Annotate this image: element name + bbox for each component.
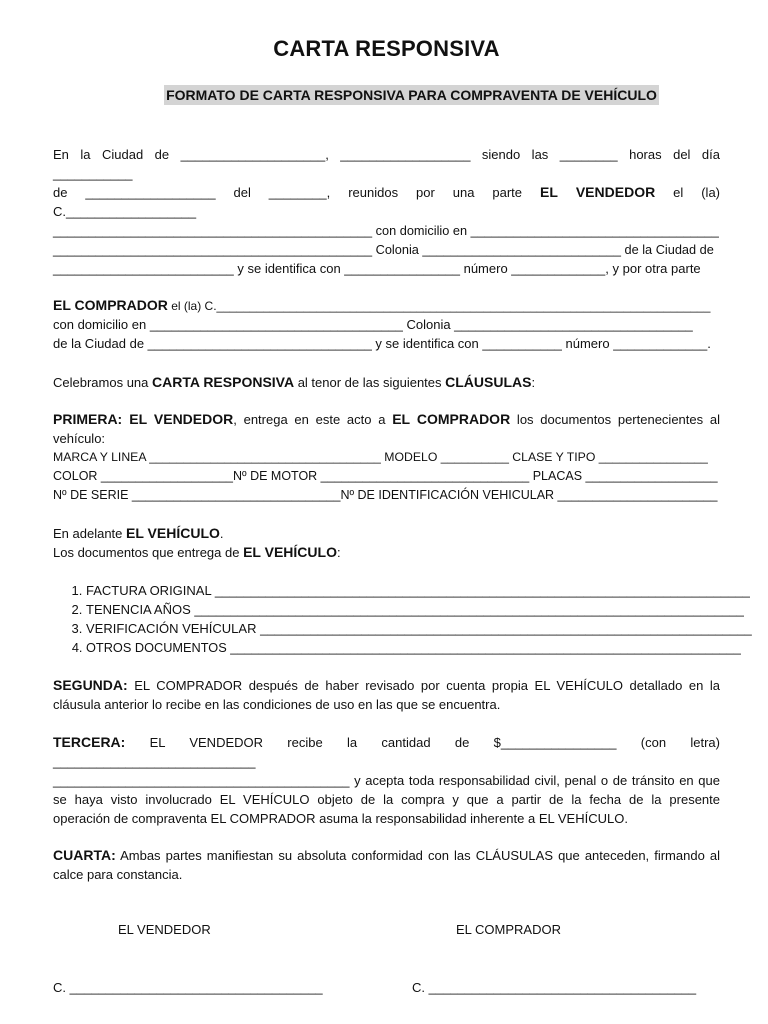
segunda-b: EL COMPRADOR después de haber revisado por cuenta propia EL VEHÍCULO detallado en la [127, 678, 720, 693]
intro-line-7: _________________________ y se identifica con ________________ número _____________, y por otra parte [53, 261, 701, 276]
document-title: CARTA RESPONSIVA [273, 36, 500, 61]
comprador-paragraph [53, 296, 720, 353]
vehiculo-ref-2: EL VEHÍCULO [243, 544, 337, 560]
comprador-line-1-b: el (la) C.__________________________________________________________________________ [167, 299, 711, 313]
tercera-line-4: se haya visto involucrado EL VEHÍCULO objeto de la compra y que a partir de la fecha de la presente [53, 792, 720, 807]
celebramos-paragraph [53, 373, 720, 392]
celebramos-e: : [531, 375, 536, 390]
documents-list [53, 581, 752, 657]
intro-line-5: _____________________________________________ con domicilio en ___________________________________ [53, 223, 719, 238]
cuarta-clause [53, 846, 720, 884]
comprador-line-3: de la Ciudad de _______________________________ y se identifica con ___________ número _____________. [53, 336, 711, 351]
subtitle-wrap [53, 85, 720, 105]
vehiculo-ref-1: EL VEHÍCULO [126, 525, 220, 541]
marca-line: MARCA Y LINEA __________________________________ MODELO __________ CLASE Y TIPO ________________ [53, 450, 708, 464]
clausulas-ref: CLÁUSULAS [445, 374, 532, 390]
tercera-line-3: _________________________________________ y acepta toda responsabilidad civil, penal o de tránsito en que [53, 773, 720, 788]
intro-line-4: C.__________________ [53, 204, 197, 219]
adelante-c: . [219, 526, 224, 541]
adelante-f: : [336, 545, 341, 560]
vendedor-signature-line: C. ___________________________________ [53, 980, 323, 995]
adelante-line-1 [53, 524, 720, 543]
primera-d: los documentos pertenecientes al [510, 412, 720, 427]
adelante-paragraph [53, 524, 720, 562]
comprador-signature-line: C. _____________________________________ [412, 980, 697, 995]
comprador-line-2: con domicilio en ___________________________________ Colonia _________________________________ [53, 317, 693, 332]
cuarta-line-2: calce para constancia. [53, 867, 183, 882]
celebramos-a: Celebramos una [53, 375, 152, 390]
primera-clause [53, 410, 720, 505]
segunda-line-1 [53, 676, 720, 695]
intro-line-2: ___________ [53, 166, 133, 181]
primera-line-1 [53, 410, 720, 429]
segunda-clause [53, 676, 720, 714]
document-item: 1. FACTURA ORIGINAL __________________________________________________________________________ [86, 581, 720, 600]
comprador-line-1 [53, 296, 720, 315]
carta-responsiva-ref: CARTA RESPONSIVA [152, 374, 295, 390]
tercera-b: EL VENDEDOR recibe la cantidad de $________________ (con letra) [125, 735, 720, 750]
cuarta-line-1 [53, 846, 720, 865]
primera-line-2: vehículo: [53, 431, 106, 446]
primera-heading: PRIMERA: EL VENDEDOR [53, 411, 234, 427]
adelante-d: Los documentos que entrega de [53, 545, 244, 560]
segunda-heading: SEGUNDA: [53, 677, 128, 693]
cuarta-b: Ambas partes manifiestan su absoluta conformidad con las CLÁUSULAS que anteceden, firmando al [115, 848, 720, 863]
celebramos-line [53, 373, 720, 392]
document-item: 3. VERIFICACIÓN VEHÍCULAR ____________________________________________________________________ [86, 619, 720, 638]
primera-b: , entrega en este acto a [233, 412, 393, 427]
intro-line-3-c: el (la) [655, 185, 720, 200]
segunda-line-2: cláusula anterior lo recibe en las condiciones de uso en las que se encuentra. [53, 697, 501, 712]
primera-comprador-ref: EL COMPRADOR [392, 411, 511, 427]
tercera-heading: TERCERA: [53, 734, 126, 750]
document-subtitle: FORMATO DE CARTA RESPONSIVA PARA COMPRAVENTA DE VEHÍCULO [166, 87, 657, 103]
celebramos-c: al tenor de las siguientes [294, 375, 446, 390]
tercera-line-5: operación de compraventa EL COMPRADOR asuma la responsabilidad inherente a EL VEHÍCULO. [53, 811, 628, 826]
vendedor-signature-label: EL VENDEDOR [118, 922, 211, 937]
cuarta-heading: CUARTA: [53, 847, 116, 863]
adelante-a: En adelante [53, 526, 127, 541]
comprador-signature-label: EL COMPRADOR [456, 922, 561, 937]
document-item: 2. TENENCIA AÑOS ____________________________________________________________________________ [86, 600, 720, 619]
adelante-line-2 [53, 543, 720, 562]
intro-paragraph [53, 145, 720, 278]
intro-line-1: En la Ciudad de ____________________, __________________ siendo las ________ horas del día [53, 147, 720, 162]
intro-line-3-a: de __________________ del ________, reunidos por una parte [53, 185, 540, 200]
tercera-clause [53, 733, 720, 828]
document-item: 4. OTROS DOCUMENTOS ________________________________________________________________________ [86, 638, 720, 657]
comprador-ref: EL COMPRADOR [53, 297, 168, 313]
vendedor-ref: EL VENDEDOR [539, 184, 656, 200]
intro-line-3 [53, 183, 720, 202]
tercera-line-2: ____________________________ [53, 754, 256, 769]
intro-line-6: _____________________________________________ Colonia ____________________________ de la Ciudad de [53, 242, 714, 257]
tercera-line-1 [53, 733, 720, 752]
color-line: COLOR ___________________Nº DE MOTOR ______________________________ PLACAS ___________________ [53, 469, 718, 483]
serie-line: Nº DE SERIE ______________________________Nº DE IDENTIFICACIÓN VEHICULAR _______________________ [53, 488, 718, 502]
